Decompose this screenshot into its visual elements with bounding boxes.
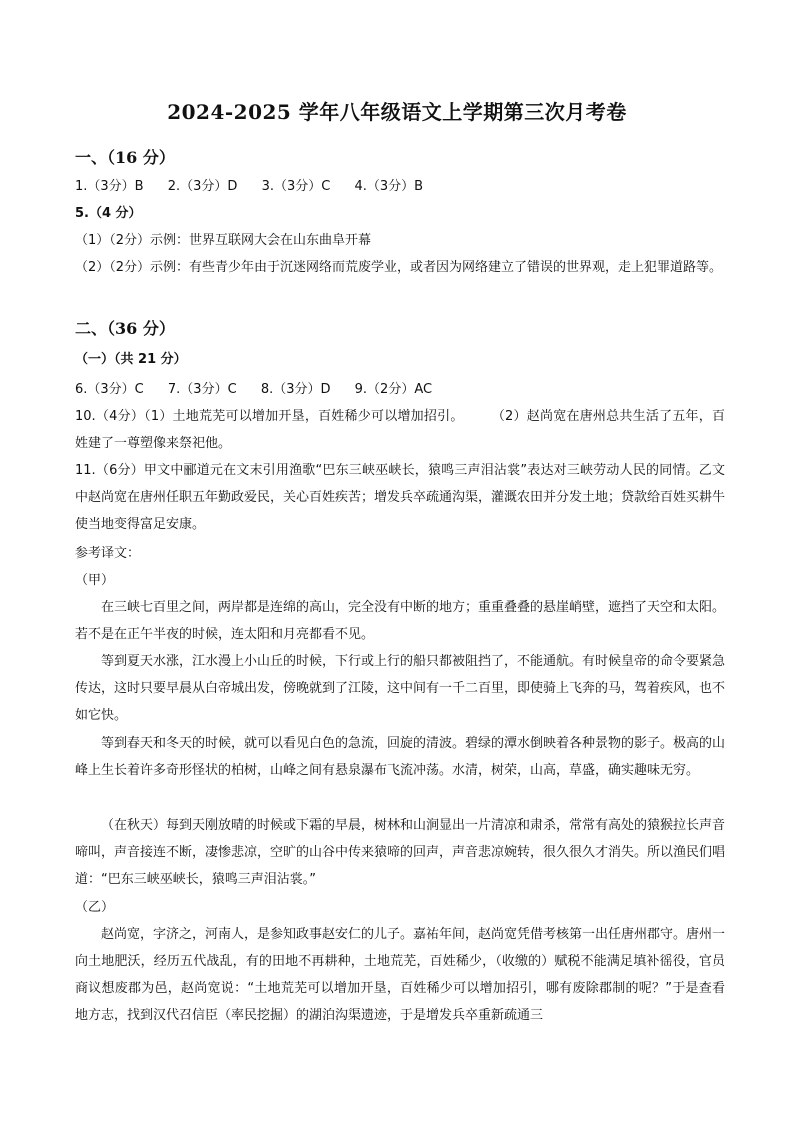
q10-part-2: （2）赵尚宽在唐州总共生活了五年，百姓建了一尊塑像来祭祀他。 bbox=[75, 409, 725, 451]
subsection-1-heading: （一）（共 21 分） bbox=[75, 352, 187, 367]
answer-4: 4.（3分）B bbox=[354, 179, 424, 194]
jia-paragraph-1: 在三峡七百里之间，两岸都是连绵的高山，完全没有中断的地方；重重叠叠的悬崖峭壁，遮挡了天空和太阳。若不是在正午半夜的时候，连太阳和月亮都看不见。 bbox=[75, 600, 726, 642]
section-2-heading: 二、（36 分） bbox=[75, 319, 175, 338]
q5-answer-1: （1）（2分）示例：世界互联网大会在山东曲阜开幕 bbox=[75, 233, 372, 248]
jia-paragraph-2: 等到夏天水涨，江水漫上小山丘的时候，下行或上行的船只都被阻挡了，不能通航。有时候皇帝的命令要紧急传达，这时只要早晨从白帝城出发，傍晚就到了江陵，这中间有一千二百里，即使骑上飞奔的马，驾着疾风，也不如它快。 bbox=[75, 654, 726, 723]
section-1-heading: 一、（16 分） bbox=[75, 148, 175, 167]
yi-label: （乙） bbox=[75, 900, 115, 915]
q5-heading: 5.（4 分） bbox=[75, 206, 142, 221]
jia-label: （甲） bbox=[75, 573, 115, 588]
yi-paragraph-1: 赵尚宽，字济之，河南人，是参知政事赵安仁的儿子。嘉祐年间，赵尚宽凭借考核第一出任唐州郡守。唐州一向土地肥沃，经历五代战乱，有的田地不再耕种，土地荒芜，百姓稀少，（收缴的）赋税不能满足填补徭役，官员商议想废郡为邑，赵尚宽说：“土地荒芜可以增加开垦，百姓稀少可以增加招引，哪有废除郡制的呢？”于是查看地方志，找到汉代召信臣（率民挖掘）的湖泊沟渠遗迹，于是增发兵卒重新疏通三 bbox=[75, 927, 726, 1023]
jia-paragraph-3: 等到春天和冬天的时候，就可以看见白色的急流，回旋的清波。碧绿的潭水倒映着各种景物的影子。极高的山峰上生长着许多奇形怪状的柏树，山峰之间有悬泉瀑布飞流冲荡。水清，树荣，山高，草盛，确实趣味无穷。 bbox=[75, 736, 726, 778]
q5-answer-2: （2）（2分）示例：有些青少年由于沉迷网络而荒废学业，或者因为网络建立了错误的世界观，走上犯罪道路等。 bbox=[75, 260, 723, 275]
answer-3: 3.（3分）C bbox=[261, 179, 331, 194]
answers-6-9 bbox=[75, 376, 725, 403]
answer-1: 1.（3分）B bbox=[75, 179, 144, 194]
jia-paragraph-4: （在秋天）每到天刚放晴的时候或下霜的早晨，树林和山涧显出一片清凉和肃杀，常常有高处的猿猴拉长声音啼叫，声音接连不断，凄惨悲凉，空旷的山谷中传来猿啼的回声，声音悲凉婉转，很久很久才消失。所以渔民们唱道：“巴东三峡巫峡长，猿鸣三声泪沾裳。” bbox=[75, 818, 726, 887]
q10-answer bbox=[75, 403, 725, 457]
answer-2: 2.（3分）D bbox=[167, 179, 238, 194]
answer-6: 6.（3分）C bbox=[75, 382, 144, 397]
q11-answer: 11.（6分）甲文中郦道元在文末引用渔歌“巴东三峡巫峡长，猿鸣三声泪沾裳”表达对三峡劳动人民的同情。乙文中赵尚宽在唐州任职五年勤政爱民，关心百姓疾苦；增发兵卒疏通沟渠，灌溉农田并分发土地；贷款给百姓买耕牛使当地变得富足安康。 bbox=[75, 463, 726, 532]
page-title: 2024-2025 学年八年级语文上学期第三次月考卷 bbox=[167, 100, 627, 124]
answer-8: 8.（3分）D bbox=[260, 382, 331, 397]
reference-translation-label: 参考译文： bbox=[75, 546, 141, 561]
answer-7: 7.（3分）C bbox=[167, 382, 237, 397]
answers-1-4 bbox=[75, 173, 725, 200]
answer-9: 9.（2分）AC bbox=[354, 382, 433, 397]
q10-part-1: 10.（4分）（1）土地荒芜可以增加开垦，百姓稀少可以增加招引。 bbox=[75, 409, 464, 424]
